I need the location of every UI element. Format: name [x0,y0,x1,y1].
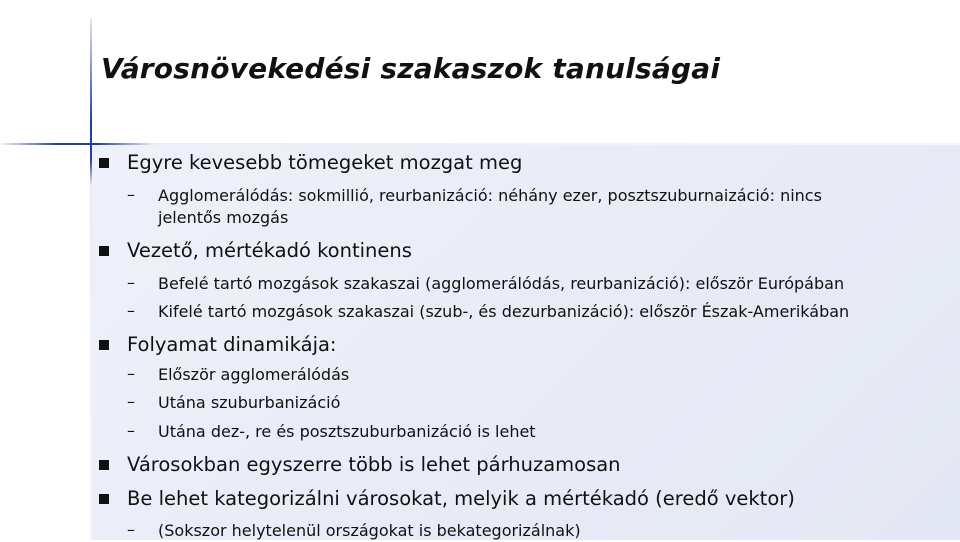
sub-item: Utána szuburbanizáció [158,393,341,412]
vertical-accent-line [90,18,92,540]
dash-marker: – [127,364,135,383]
dash-marker: – [127,421,135,440]
bullet-item: Be lehet kategorizálni városokat, melyik a mértékadó (eredő vektor) [127,487,795,510]
sub-item-continuation: jelentős mozgás [158,208,289,227]
bullet-item: Folyamat dinamikája: [127,333,337,356]
sub-item: (Sokszor helytelenül országokat is bekategorizálnak) [158,521,581,540]
dash-marker: – [127,273,135,292]
square-bullet-icon [99,340,109,350]
bullet-item: Vezető, mértékadó kontinens [127,239,412,262]
sub-item: Befelé tartó mozgások szakaszai (agglomerálódás, reurbanizáció): először Európában [158,274,845,293]
sub-item: Kifelé tartó mozgások szakaszai (szub-, és dezurbanizáció): először Észak-Amerikában [158,302,850,321]
square-bullet-icon [99,494,109,504]
square-bullet-icon [99,246,109,256]
square-bullet-icon [99,158,109,168]
bullet-item: Városokban egyszerre több is lehet párhuzamosan [127,453,621,476]
dash-marker: – [127,185,135,204]
sub-item: Agglomerálódás: sokmillió, reurbanizáció: néhány ezer, posztszuburnaizáció: nincs [158,186,822,205]
sub-item: Először agglomerálódás [158,365,350,384]
sub-item: Utána dez-, re és posztszuburbanizáció is lehet [158,422,536,441]
dash-marker: – [127,520,135,539]
horizontal-accent-line [0,143,960,145]
square-bullet-icon [99,460,109,470]
bullet-item: Egyre kevesebb tömegeket mozgat meg [127,151,523,174]
dash-marker: – [127,392,135,411]
dash-marker: – [127,301,135,320]
slide-title: Városnövekedési szakaszok tanulságai [101,52,721,85]
